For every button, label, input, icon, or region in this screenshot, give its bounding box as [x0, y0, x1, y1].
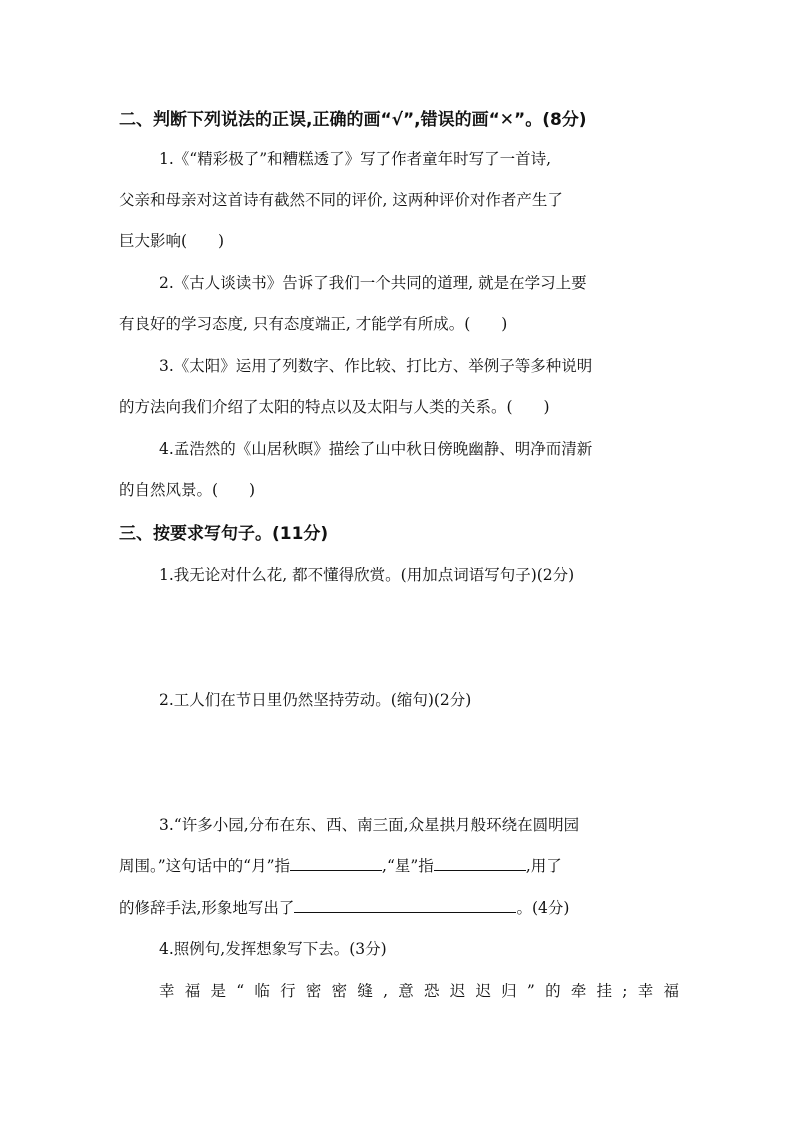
answer-blank-stars[interactable]: [434, 854, 526, 871]
question-3-4-line-1: 4.照例句,发挥想象写下去。(3分): [159, 940, 387, 958]
question-3-3-text-e: 。(4分): [516, 899, 570, 917]
question-3-3-line-1: 3.“许多小园,分布在东、西、南三面,众星拱月般环绕在圆明园: [159, 816, 580, 834]
answer-blank-moon[interactable]: [290, 854, 382, 871]
section-2-title: 二、判断下列说法的正误,正确的画“√”,错误的画“✕”。(8分): [119, 110, 587, 130]
question-3-1: 1.我无论对什么花, 都不懂得欣赏。(用加点词语写句子)(2分): [159, 566, 575, 584]
question-3-4-example: 幸福是“临行密密缝,意恐迟迟归”的牵挂;幸福: [159, 982, 679, 1000]
question-3-3-text-b: ,“星”指: [382, 857, 434, 875]
question-2-1-line-1: 1.《“精彩极了”和糟糕透了》写了作者童年时写了一首诗,: [159, 150, 552, 168]
question-2-2-line-1: 2.《古人谈读书》告诉了我们一个共同的道理, 就是在学习上要: [159, 274, 587, 292]
question-2-2-line-2: 有良好的学习态度, 只有态度端正, 才能学有所成。( ): [119, 315, 508, 333]
question-3-3-line-3: [119, 896, 679, 920]
question-3-3-text-d: 的修辞手法,形象地写出了: [119, 899, 295, 917]
question-2-4-line-1: 4.孟浩然的《山居秋暝》描绘了山中秋日傍晚幽静、明净而清新: [159, 440, 593, 458]
answer-blank-description[interactable]: [294, 896, 516, 913]
question-2-1-line-3: 巨大影响( ): [119, 232, 225, 250]
question-2-4-line-2: 的自然风景。( ): [119, 481, 256, 499]
question-2-1-line-2: 父亲和母亲对这首诗有截然不同的评价, 这两种评价对作者产生了: [119, 191, 563, 209]
question-3-2: 2.工人们在节日里仍然坚持劳动。(缩句)(2分): [159, 691, 472, 709]
question-3-3-text-c: ,用了: [525, 857, 562, 875]
question-3-3-line-2: [119, 854, 679, 878]
section-3-title: 三、按要求写句子。(11分): [119, 524, 329, 544]
question-2-3-line-1: 3.《太阳》运用了列数字、作比较、打比方、举例子等多种说明: [159, 357, 593, 375]
question-3-3-text-a: 周围。”这句话中的“月”指: [119, 857, 291, 875]
question-2-3-line-2: 的方法向我们介绍了太阳的特点以及太阳与人类的关系。( ): [119, 398, 550, 416]
